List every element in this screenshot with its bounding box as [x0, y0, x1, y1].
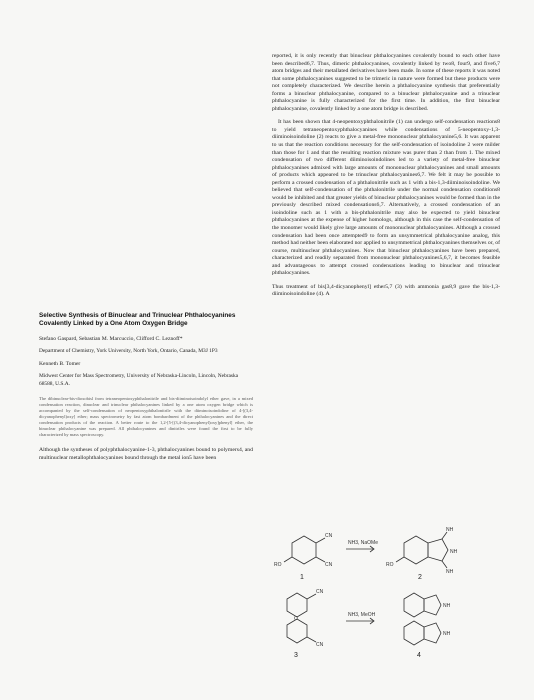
affiliation-york: Department of Chemistry, York University, North York, Ontario, Canada, M3J 1P3: [39, 348, 218, 355]
affiliation-nebraska: Midwest Center for Mass Spectrometry, University of Nebraska-Lincoln, Lincoln, Nebraska 68588, U.S.A.: [39, 373, 239, 387]
body-paragraph-1: reported, it is only recently that binuclear phthalocyanines covalently bound to each other have been described6,7. Thus, dimeric phthalocyanines, covalently linked by two8, four9, and five6,7 atom bridges and their metallated derivatives have been made. In some of these reports it was noted that some phthalocyanines suggested to be trimeric in nature were formed but these products were not completely characterized. We describe herein a phthalocyanine synthesis that preferentially forms a binuclear phthalocyanine, compared to a binuclear phthalocyanine and a trinuclear phthalocyanine is fully characterized for the first time. In addition, the first binuclear phthalocyanine, covalently linked by a one atom bridge is described.: [272, 53, 500, 112]
body-paragraph-2: It has been shown that 4-neopentoxyphthalonitrile (1) can undergo self-condensation reactions8 to yield tetraneopentoxyphthalocyanines while condensations of 5-neopentoxy-1,3-diiminoisoindoline (2) reacts to give a metal-free mononuclear phthalocyanine5,6. It was apparent to us that the reaction conditions necessary for the self-condensation of isoindoline 2 were milder than those for 1 and that the resulting reaction mixture was purer than 2 than from 1. The mixed condensation of two different diiminoisoindolines led to a variety of metal-free binuclear phthalocyanines admixed with large amounts of mononuclear phthalocyanines and small amounts of products which appeared to be trinuclear phthalocyanines6,7. We felt it may be possible to perform a crossed condensation of a phthalonitrile such as 1 with a bis-1,3-diiminoisoindoline. We believed that self-condensation of the phthalonitrile under the normal condensation conditions8 would be inhibited and that greater yields of binuclear phthalocyanines would be formed than in the previously described mixed condensations6,7. Alternatively, a crossed condensation of an isoindoline such as 1 with a bis-phthalonitrile may also be expected to yield binuclear phthalocyanines at the expense of higher homologs, although in this case the self-condensation of the monomer would likely give large amounts of mononuclear phthalocyanines. Although a crossed condensation had been once attempted9 to form an unsymmetrical phthalocyanine analog, this method had neither been elaborated nor applied to unsymmetrical phthalocyanines themselves or, of course, multinuclear phthalocyanines. Now that binuclear phthalocyanines have been prepared, characterized and readily separated from mononuclear phthalocyanines5,6,7, it becomes feasible and advantageous to attempt crossed condensations leading to binuclear and trinuclear phthalocyanines.: [272, 119, 500, 277]
label-cn-3: CN: [316, 589, 324, 595]
compound-3-ring-a: [287, 593, 307, 617]
compound-4-ring-a: [404, 593, 424, 617]
label-cn-2: CN: [325, 562, 333, 568]
compound-number-2: 2: [418, 574, 422, 581]
reagent-1: NH3, NaOMe: [348, 540, 379, 546]
abstract: The dibinuclear-bis-dioxobisl from tetraneopentoxyphthalonitrile and bis-diiminoisoindolyl ether gave, in a mixed condensation reaction, dinuclear and trinuclear phthalocyanines linked by a one atom oxygen bridge which is accompanied by the self-condensation of neopentoxyphthalonitrile with the diiminoisoindoline of 4-[(3,4-dicyanophenyl)oxy] ether; mass spectrometry by fast atom bombardment of the phthalocyanines and the direct condensation products of the reaction. A better route to the 1,2-[5-[(3,4-dicyanophenyl)oxy]phenyl] ether, the binuclear phthalocyanine was prepared. All phthalocyanines and dinitriles were found the first to be fully characterized by mass spectroscopy.: [39, 396, 253, 438]
label-nh-3: NH: [446, 569, 454, 575]
authors-nebraska: Kenneth B. Tomer: [39, 360, 81, 367]
left-column: [39, 312, 253, 462]
paper-title: Selective Synthesis of Binuclear and Trinuclear Phthalocyanines Covalently Linked by a One Atom Oxygen Bridge: [39, 312, 236, 328]
compound-number-4: 4: [417, 652, 421, 659]
compound-2-ring: [404, 536, 428, 564]
right-column: [272, 53, 500, 303]
label-o-bridge: O: [294, 616, 298, 622]
reaction-scheme: [262, 513, 512, 663]
label-ro-1: RO: [274, 562, 282, 568]
label-nh-4: NH: [443, 603, 451, 609]
reagent-2: NH3, MeOH: [348, 612, 376, 618]
introduction-paragraph: Although the syntheses of polyphthalocyanine-1-3, phthalocyanines bound to polymers4, and multinuclear metallophthalocyanines bound through the metal ion5 have been: [39, 447, 253, 461]
compound-1-ring: [292, 536, 316, 564]
label-cn-4: CN: [316, 642, 324, 648]
authors-york: Stefano Gaspard, Sebastian M. Marcuccio, Clifford C. Leznoff*: [39, 335, 183, 342]
label-ro-2: RO: [386, 562, 394, 568]
compound-number-1: 1: [300, 574, 304, 581]
label-nh-2: NH: [450, 549, 458, 555]
compound-number-3: 3: [294, 652, 298, 659]
compound-4-ring-b: [404, 621, 424, 645]
scheme-drawing: [262, 513, 512, 663]
label-nh-5: NH: [443, 631, 451, 637]
label-nh-1: NH: [446, 527, 454, 533]
body-paragraph-3: Thus treatment of bis[3,4-dicyanophenyl] ether5,7 (3) with ammonia gas8,9 gave the bis-1,3-diiminoisoindoline (4). A: [272, 283, 500, 298]
compound-3-ring-b: [287, 619, 307, 643]
label-cn-1: CN: [325, 533, 333, 539]
